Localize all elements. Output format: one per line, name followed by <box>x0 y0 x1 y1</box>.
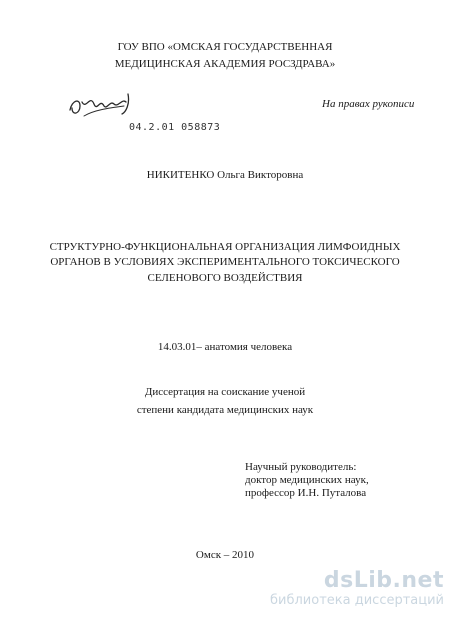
dissertation-title-line-1: СТРУКТУРНО-ФУНКЦИОНАЛЬНАЯ ОРГАНИЗАЦИЯ ЛИМФОИДНЫХ <box>49 241 401 253</box>
specialty-code: 14.03.01– анатомия человека <box>157 341 293 353</box>
author-name: НИКИТЕНКО Ольга Викторовна <box>146 169 304 181</box>
advisor-degree: доктор медицинских наук, <box>245 474 369 486</box>
dissertation-title-line-2: ОРГАНОВ В УСЛОВИЯХ ЭКСПЕРИМЕНТАЛЬНОГО ТОКСИЧЕСКОГО <box>50 256 400 268</box>
city-year: Омск – 2010 <box>195 549 255 561</box>
watermark <box>270 569 444 609</box>
watermark-subtitle: библиотека диссертаций <box>270 593 444 608</box>
watermark-brand: dsLib.net <box>323 568 444 593</box>
advisor-name: профессор И.Н. Путалова <box>245 487 367 499</box>
institution-line-2: МЕДИЦИНСКАЯ АКАДЕМИЯ РОСЗДРАВА» <box>114 58 336 70</box>
degree-statement-line-2: степени кандидата медицинских наук <box>136 404 314 416</box>
rights-notice: На правах рукописи <box>322 98 415 110</box>
advisor-heading: Научный руководитель: <box>245 461 357 473</box>
dissertation-title-line-3: СЕЛЕНОВОГО ВОЗДЕЙСТВИЯ <box>147 272 303 284</box>
degree-statement-line-1: Диссертация на соискание ученой <box>144 386 306 398</box>
library-stamp-number: 04.2.01 058873 <box>129 122 221 133</box>
institution-line-1: ГОУ ВПО «ОМСКАЯ ГОСУДАРСТВЕННАЯ <box>117 41 333 53</box>
